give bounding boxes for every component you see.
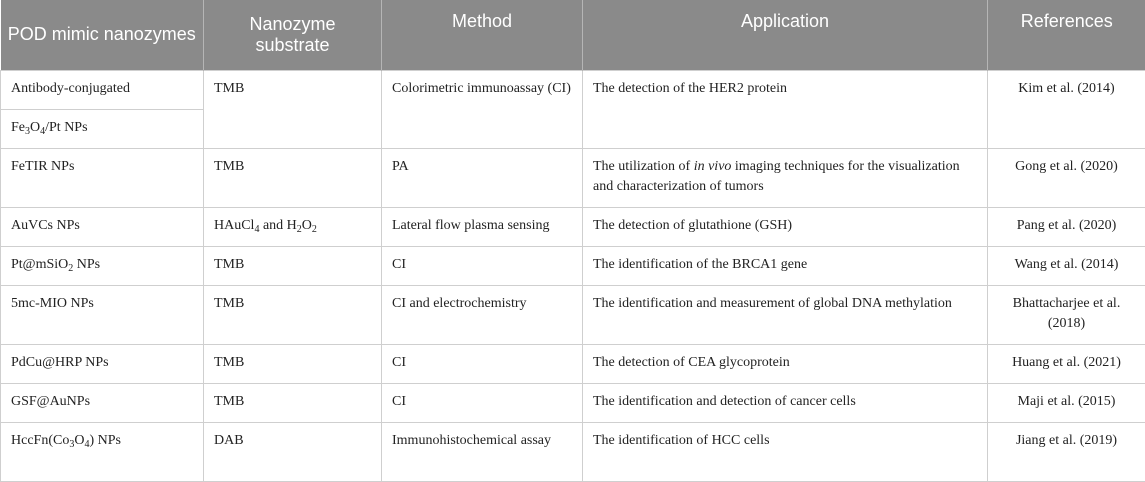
cell-application: The detection of the HER2 protein <box>583 70 988 148</box>
cell-substrate: TMB <box>204 383 382 422</box>
header-pod-mimic-nanozymes: POD mimic nanozymes <box>1 0 204 70</box>
cell-nanozyme: PdCu@HRP NPs <box>1 344 204 383</box>
cell-reference: Pang et al. (2020) <box>988 207 1145 246</box>
table-row <box>1 207 1145 246</box>
cell-nanozyme: $HccFn(Co_3O_4)$ NPs <box>1 422 204 481</box>
cell-reference: Gong et al. (2020) <box>988 148 1145 207</box>
cell-substrate: TMB <box>204 285 382 344</box>
table-row <box>1 246 1145 285</box>
cell-method: Colorimetric immunoassay (CI) <box>382 70 583 148</box>
cell-method: CI <box>382 383 583 422</box>
table-row <box>1 70 1145 109</box>
cell-reference: Jiang et al. (2019) <box>988 422 1145 481</box>
cell-application: The detection of glutathione (GSH) <box>583 207 988 246</box>
cell-method: Lateral flow plasma sensing <box>382 207 583 246</box>
table-row <box>1 285 1145 344</box>
cell-reference: Bhattacharjee et al. (2018) <box>988 285 1145 344</box>
header-nanozyme-substrate: Nanozyme substrate <box>204 0 382 70</box>
table-row <box>1 148 1145 207</box>
cell-application: The identification and measurement of global DNA methylation <box>583 285 988 344</box>
cell-substrate: TMB <box>204 148 382 207</box>
cell-method: Immunohistochemical assay <box>382 422 583 481</box>
cell-nanozyme: 5mc-MIO NPs <box>1 285 204 344</box>
cell-reference: Huang et al. (2021) <box>988 344 1145 383</box>
cell-application: The detection of CEA glycoprotein <box>583 344 988 383</box>
cell-method: CI <box>382 246 583 285</box>
cell-reference: Maji et al. (2015) <box>988 383 1145 422</box>
cell-nanozyme: GSF@AuNPs <box>1 383 204 422</box>
table-row <box>1 344 1145 383</box>
header-references: References <box>988 0 1145 70</box>
cell-reference: Wang et al. (2014) <box>988 246 1145 285</box>
table-row <box>1 422 1145 481</box>
cell-substrate: HAuCl$_4$ and $H_2O_2$ <box>204 207 382 246</box>
cell-nanozyme: Antibody-conjugated <box>1 70 204 109</box>
cell-substrate: DAB <box>204 422 382 481</box>
cell-application: The identification of HCC cells <box>583 422 988 481</box>
cell-application: The utilization of in vivo imaging techniques for the visualization and characterization of tumors <box>583 148 988 207</box>
cell-reference: Kim et al. (2014) <box>988 70 1145 148</box>
header-method: Method <box>382 0 583 70</box>
cell-nanozyme: Pt@mSiO$_2$ NPs <box>1 246 204 285</box>
cell-application: The identification of the BRCA1 gene <box>583 246 988 285</box>
cell-substrate: TMB <box>204 246 382 285</box>
table-row <box>1 383 1145 422</box>
cell-nanozyme: AuVCs NPs <box>1 207 204 246</box>
cell-nanozyme: $Fe_3O_4/Pt$ NPs <box>1 109 204 148</box>
table-header-row <box>1 0 1145 70</box>
cell-nanozyme: FeTIR NPs <box>1 148 204 207</box>
cell-application: The identification and detection of cancer cells <box>583 383 988 422</box>
cell-substrate: TMB <box>204 70 382 148</box>
cell-method: CI and electrochemistry <box>382 285 583 344</box>
cell-method: PA <box>382 148 583 207</box>
cell-method: CI <box>382 344 583 383</box>
header-application: Application <box>583 0 988 70</box>
cell-substrate: TMB <box>204 344 382 383</box>
